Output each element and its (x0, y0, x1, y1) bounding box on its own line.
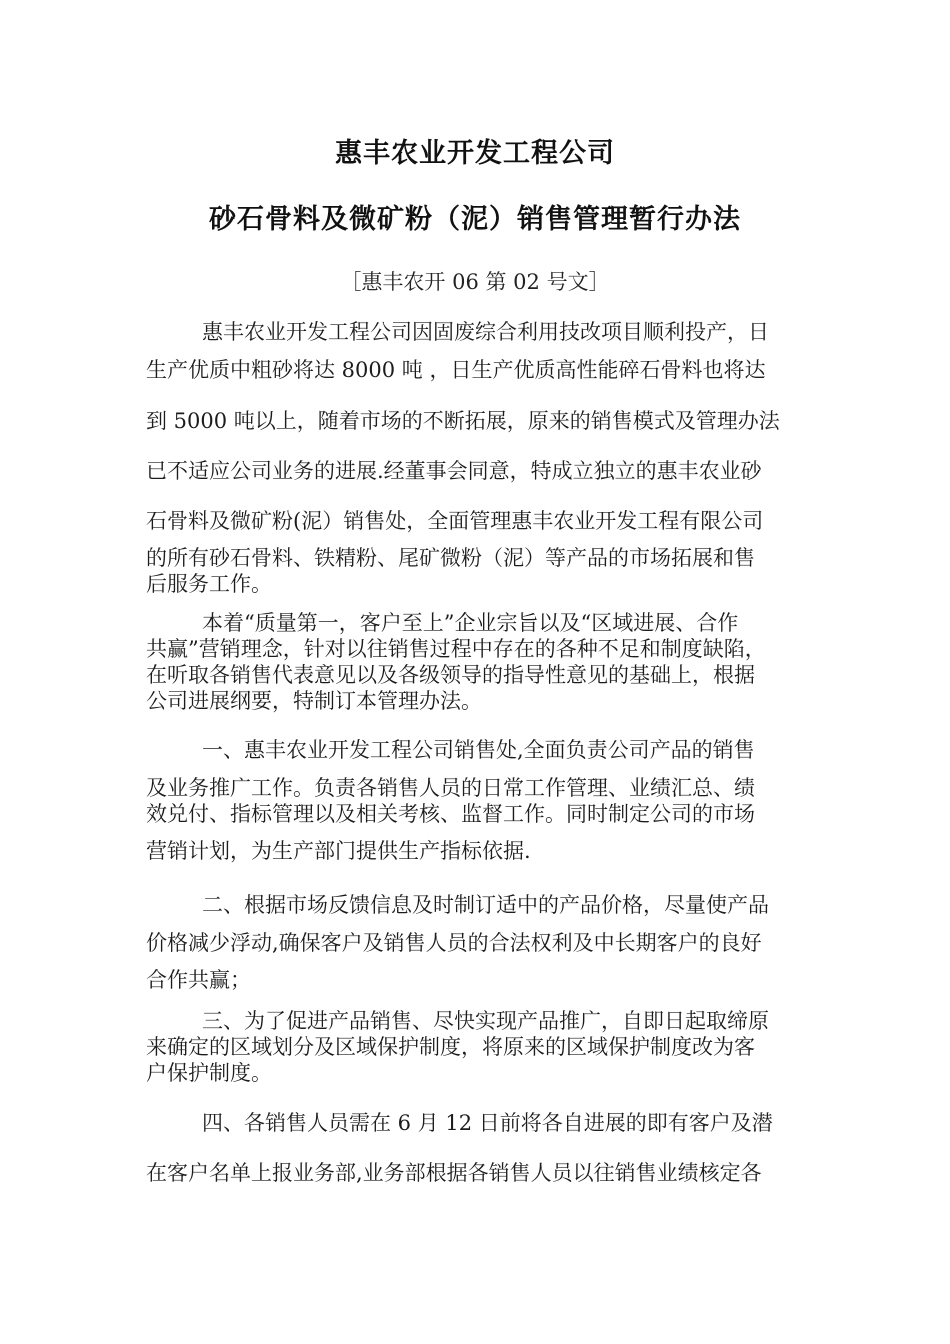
paragraph-line: 石骨料及微矿粉(泥）销售处，全面管理惠丰农业开发工程有限公司 (146, 509, 764, 533)
paragraph-line: 共赢”营销理念，针对以往销售过程中存在的各种不足和制度缺陷， (146, 637, 766, 661)
paragraph-line: 及业务推广工作。负责各销售人员的日常工作管理、业绩汇总、绩 (146, 776, 755, 800)
paragraph-line: 二、根据市场反馈信息及时制订适中的产品价格，尽量使产品 (202, 893, 769, 917)
paragraph-line: 生产优质中粗砂将达 8000 吨 ，日生产优质高性能碎石骨料也将达 (146, 358, 766, 382)
company-title: 惠丰农业开发工程公司 (335, 138, 615, 169)
paragraph-line: 公司进展纲要，特制订本管理办法。 (146, 689, 482, 713)
paragraph-line: 在听取各销售代表意见以及各级领导的指导性意见的基础上，根据 (146, 663, 755, 687)
paragraph-line: 价格减少浮动,确保客户及销售人员的合法权利及中长期客户的良好 (146, 931, 762, 955)
document-number: ［惠丰农开 06 第 02 号文］ (340, 270, 610, 294)
paragraph-line: 效兑付、指标管理以及相关考核、监督工作。同时制定公司的市场 (146, 802, 755, 826)
paragraph-line: 户保护制度。 (146, 1061, 272, 1085)
paragraph-line: 的所有砂石骨料、铁精粉、尾矿微粉（泥）等产品的市场拓展和售 (146, 546, 755, 570)
document-title: 砂石骨料及微矿粉（泥）销售管理暂行办法 (209, 204, 741, 235)
paragraph-line: 已不适应公司业务的进展.经董事会同意，特成立独立的惠丰农业砂 (146, 459, 762, 483)
paragraph-line: 一、惠丰农业开发工程公司销售处,全面负责公司产品的销售 (202, 738, 755, 762)
paragraph-line: 来确定的区域划分及区域保护制度，将原来的区域保护制度改为客 (146, 1035, 755, 1059)
paragraph-line: 本着“质量第一，客户至上”企业宗旨以及“区域进展、合作 (202, 611, 739, 635)
paragraph-line: 到 5000 吨以上，随着市场的不断拓展，原来的销售模式及管理办法 (146, 409, 780, 433)
paragraph-line: 惠丰农业开发工程公司因固废综合利用技改项目顺利投产，日 (202, 320, 769, 344)
paragraph-line: 在客户名单上报业务部,业务部根据各销售人员以往销售业绩核定各 (146, 1161, 762, 1185)
paragraph-line: 四、各销售人员需在 6 月 12 日前将各自进展的即有客户及潜 (202, 1111, 773, 1135)
paragraph-line: 营销计划，为生产部门提供生产指标依据. (146, 839, 531, 863)
paragraph-line: 后服务工作。 (146, 572, 272, 596)
paragraph-line: 三、为了促进产品销售、尽快实现产品推广，自即日起取缔原 (202, 1009, 769, 1033)
paragraph-line: 合作共赢； (146, 968, 251, 992)
